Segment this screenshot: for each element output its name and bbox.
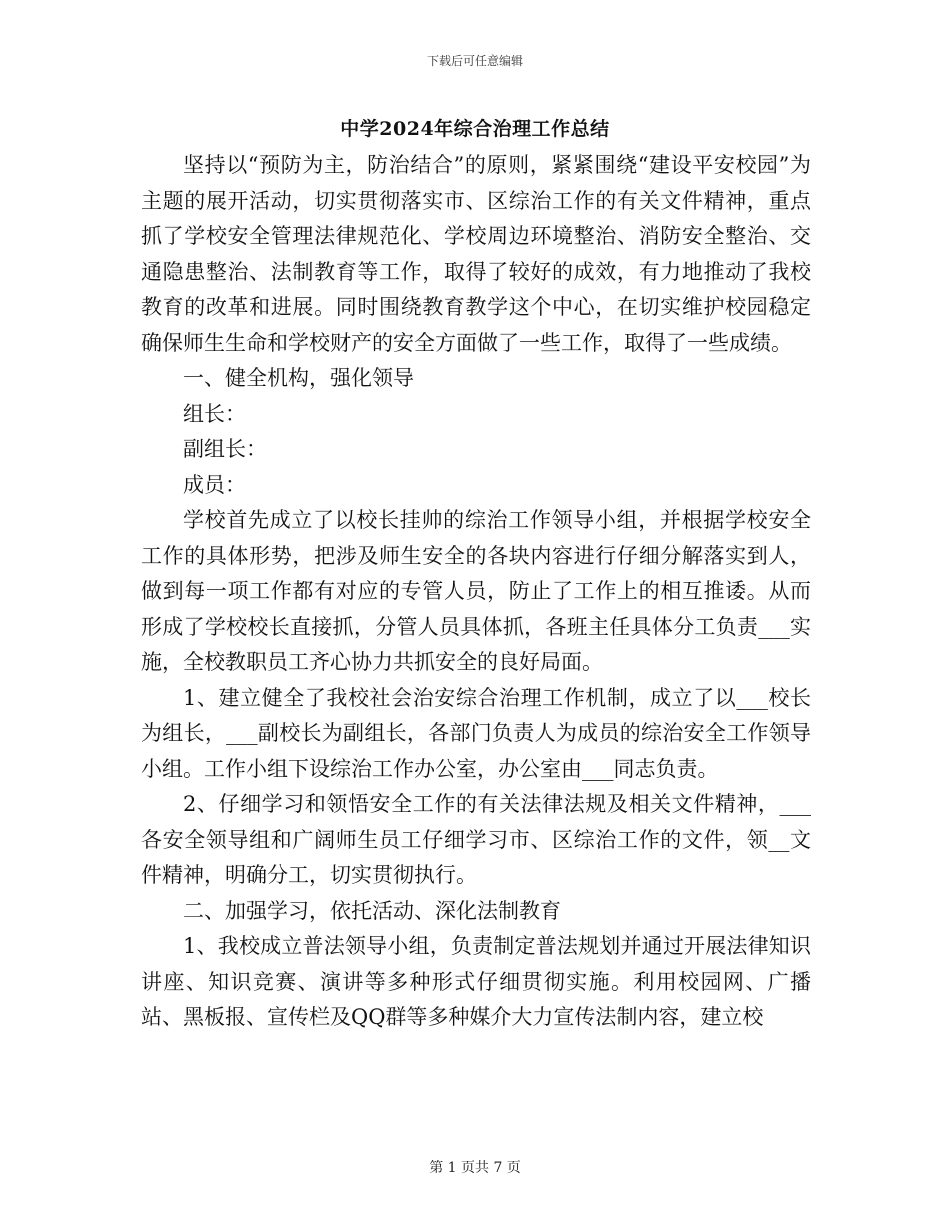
page-header-note: 下载后可任意编辑 [426, 54, 523, 68]
members-label: 成员： [183, 472, 246, 497]
paragraph-item-2: 2、仔细学习和领悟安全工作的有关法律法规及相关文件精神，___各安全领导组和广阔师生员工仔细学习市、区综治工作的文件，领__文件精神，明确分工，切实贯彻执行。 [141, 792, 811, 887]
paragraph-organization: 学校首先成立了以校长挂帅的综治工作领导小组，并根据学校安全工作的具体形势，把涉及师生安全的各块内容进行仔细分解落实到人，做到每一项工作都有对应的专管人员，防止了工作上的相互推诿。从而形成了学校校长直接抓，分管人员具体抓，各班主任具体分工负责___实施，全校教职员工齐心协力共抓安全的良好局面。 [141, 508, 811, 674]
section-heading-1: 一、健全机构，强化领导 [183, 366, 414, 390]
document-body [141, 148, 811, 1036]
deputy-leader-label: 副组长： [183, 437, 267, 461]
paragraph-law-education: 1、我校成立普法领导小组，负责制定普法规划并通过开展法律知识讲座、知识竞赛、演讲等多种形式仔细贯彻实施。利用校园网、广播站、黑板报、宣传栏及QQ群等多种媒介大力宣传法制内容，建立校 [141, 934, 811, 1029]
leader-label: 组长： [183, 401, 246, 426]
page-number-footer: 第 1 页共 7 页 [429, 1160, 521, 1176]
section-heading-2: 二、加强学习，依托活动、深化法制教育 [183, 898, 561, 923]
paragraph-intro: 坚持以“预防为主，防治结合”的原则，紧紧围绕“建设平安校园”为主题的展开活动，切实贯彻落实市、区综治工作的有关文件精神，重点抓了学校安全管理法律规范化、学校周边环境整治、消防安全整治、交通隐患整治、法制教育等工作，取得了较好的成效，有力地推动了我校教育的改革和进展。同时围绕教育教学这个中心，在切实维护校园稳定确保师生生命和学校财产的安全方面做了一些工作，取得了一些成绩。 [141, 153, 811, 355]
paragraph-item-1: 1、建立健全了我校社会治安综合治理工作机制，成立了以___校长为组长，___副校长为副组长，各部门负责人为成员的综治安全工作领导小组。工作小组下设综治工作办公室，办公室由___同志负责。 [141, 685, 811, 781]
document-title: 中学2024年综合治理工作总结 [340, 118, 610, 140]
